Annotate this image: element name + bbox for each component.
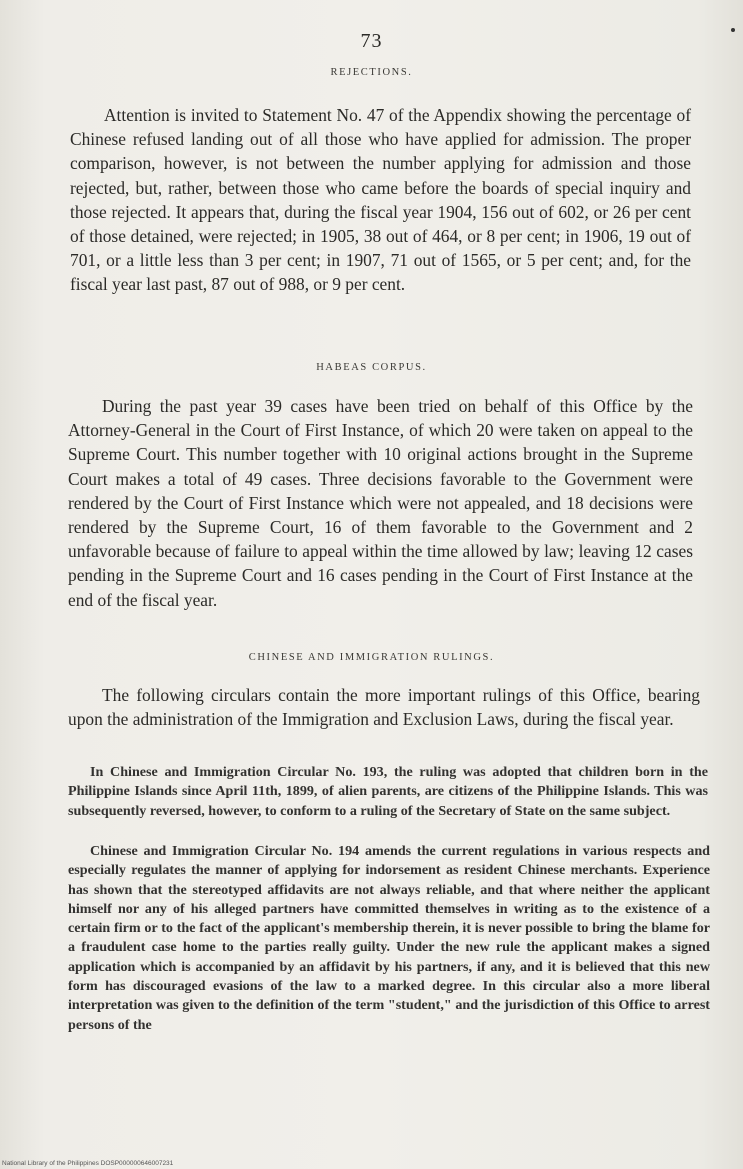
scan-footer: National Library of the Philippines DOSP000000646007231 (2, 1160, 174, 1167)
heading-habeas-corpus: HABEAS CORPUS. (316, 362, 427, 373)
paragraph-circular-194: Chinese and Immigration Circular No. 194 amends the current regulations in various respects and especially regulates the manner of applying for indorsement as resident Chinese merchants. Experience has shown that the stereotyped affidavits are not always reliable, and that where neither the applicant himself nor any of his alleged partners have committed themselves in writing as to the existence of a certain firm or to the fact of the applicant's membership therein, it is never possible to bring the blame for a fraudulent case home to the parties really guilty. Under the new rule the applicant makes a signed application which is accompanied by an affidavit by his partners, if any, and it is believed that this new form has discouraged evasions of the law to a marked degree. In this circular also a more liberal interpretation was given to the definition of the term "student," and the jurisdiction of this Office to arrest persons of the (68, 843, 710, 1033)
paragraph-circular-193: In Chinese and Immigration Circular No. 193, the ruling was adopted that children born in the Philippine Islands since April 11th, 1899, of alien parents, are citizens of the Philippine Islands. This was subsequently reversed, however, to conform to a ruling of the Secretary of State on the same subject. (68, 764, 708, 819)
heading-rejections: REJECTIONS. (330, 67, 413, 78)
page-number: 73 (360, 30, 383, 52)
paragraph-rulings-intro: The following circulars contain the more important rulings of this Office, bearing upon the administration of the Immigration and Exclusion Laws, during the fiscal year. (68, 685, 700, 730)
heading-chinese-immigration-rulings: CHINESE AND IMMIGRATION RULINGS. (248, 652, 495, 663)
paragraph-habeas-corpus: During the past year 39 cases have been tried on behalf of this Office by the Attorney-General in the Court of First Instance, of which 20 were taken on appeal to the Supreme Court. This number together with 10 original actions brought in the Supreme Court makes a total of 49 cases. Three decisions favorable to the Government were rendered by the Court of First Instance which were not appealed, and 18 decisions were rendered by the Supreme Court, 16 of them favorable to the Government and 2 unfavorable because of failure to appeal within the time allowed by law; leaving 12 cases pending in the Supreme Court and 16 cases pending in the Court of First Instance at the end of the fiscal year. (68, 396, 693, 610)
paragraph-rejections: Attention is invited to Statement No. 47 of the Appendix showing the percentage of Chinese refused landing out of all those who have applied for admission. The proper comparison, however, is not between the number applying for admission and those rejected, but, rather, between those who came before the boards of special inquiry and those rejected. It appears that, during the fiscal year 1904, 156 out of 602, or 26 per cent of those detained, were rejected; in 1905, 38 out of 464, or 8 per cent; in 1906, 19 out of 701, or a little less than 3 per cent; in 1907, 71 out of 1565, or 5 per cent; and, for the fiscal year last past, 87 out of 988, or 9 per cent. (70, 105, 691, 295)
